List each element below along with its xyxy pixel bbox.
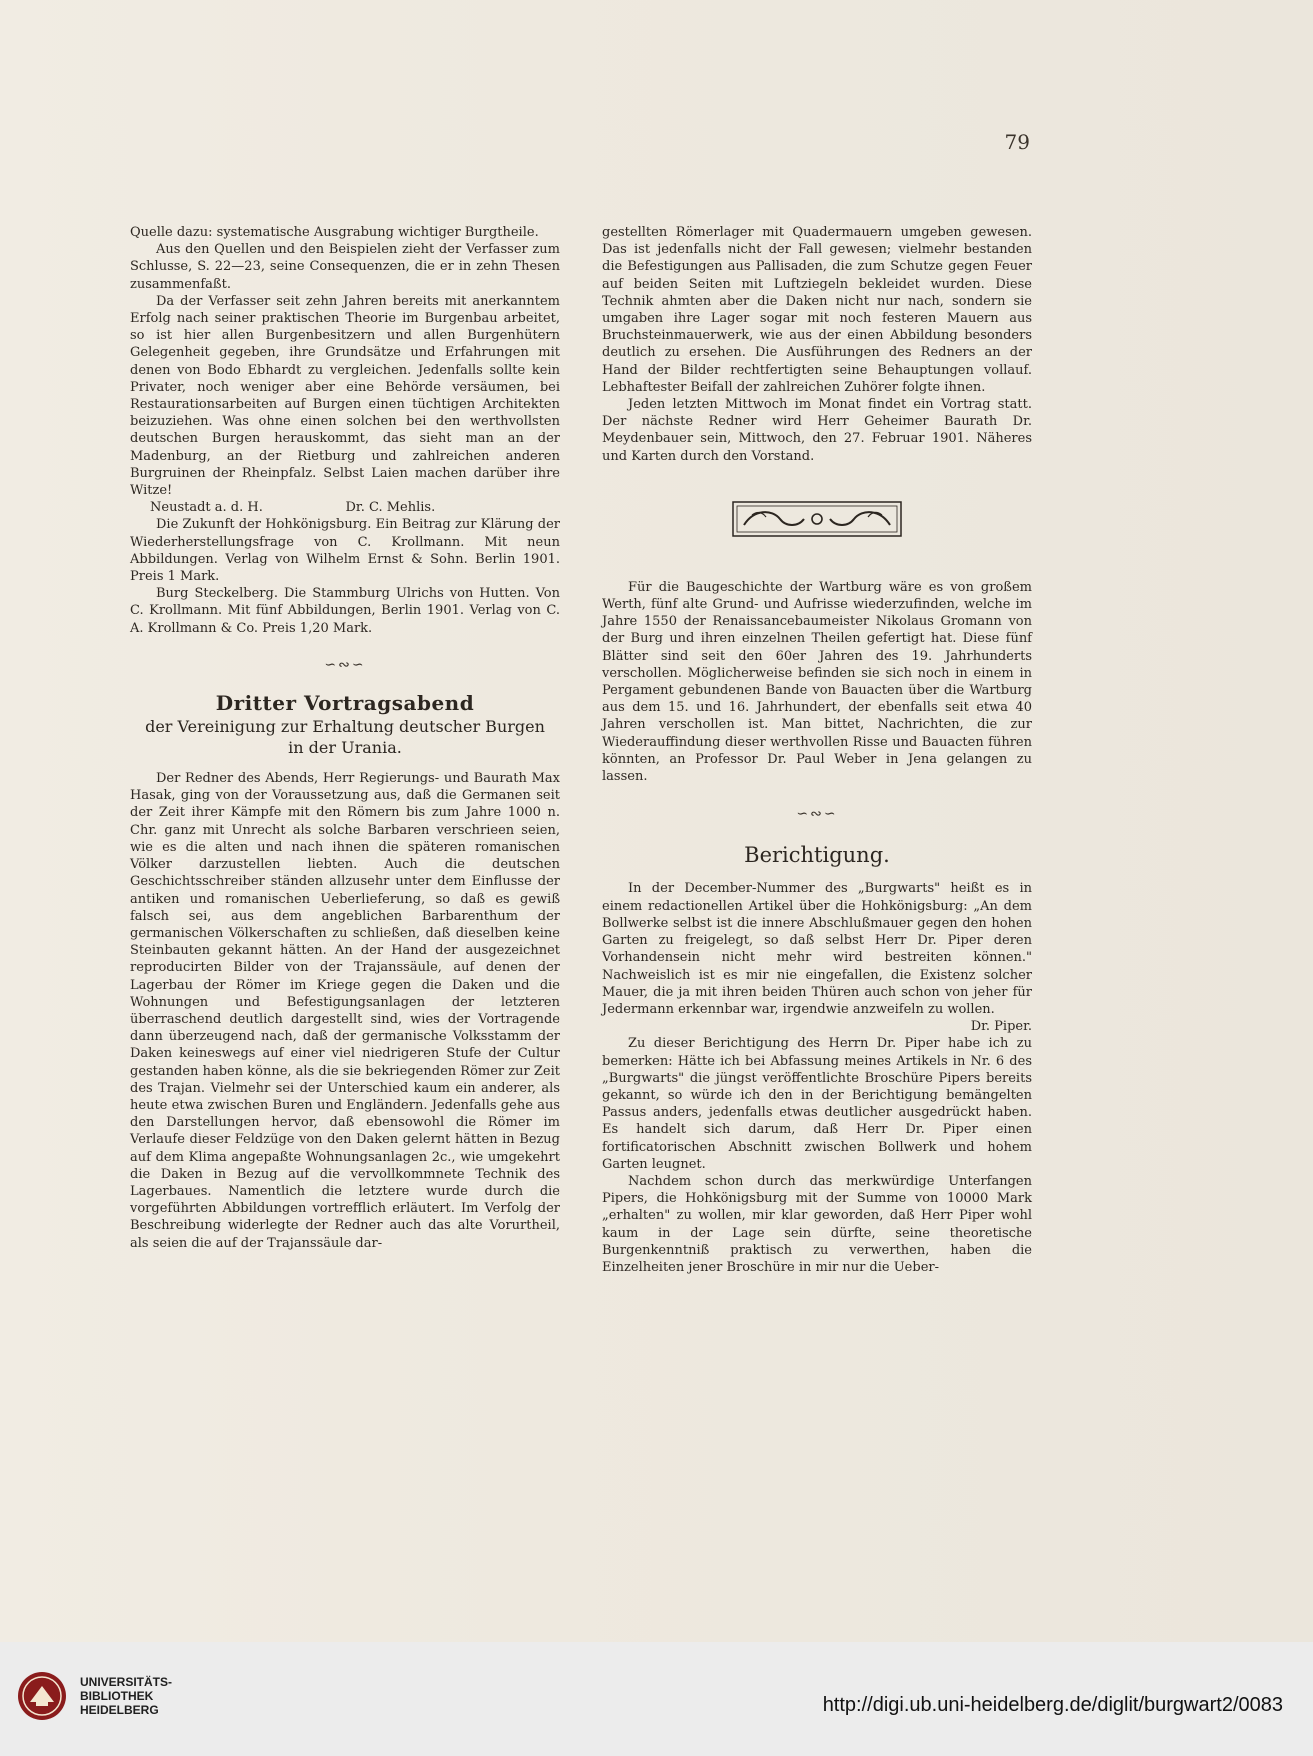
library-logo[interactable] bbox=[16, 1670, 172, 1722]
left-column bbox=[130, 224, 560, 1252]
ornament-glyph: ∽∾∽ bbox=[324, 657, 366, 674]
library-name bbox=[80, 1675, 172, 1717]
section-subtitle bbox=[130, 716, 560, 758]
library-name-line: UNIVERSITÄTS- bbox=[80, 1675, 173, 1689]
section-title: Dritter Vortragsabend bbox=[215, 690, 475, 715]
section-subtitle-line: der Vereinigung zur Erhaltung deutscher Burgen bbox=[145, 717, 545, 737]
page-number: 79 bbox=[1004, 130, 1030, 154]
university-seal-icon bbox=[16, 1670, 68, 1722]
vignette-ornament-icon bbox=[732, 501, 902, 537]
paragraph: Für die Baugeschichte der Wartburg wäre es von großem Werth, fünf alte Grund- und Aufrisse wiederzufinden, welche im Jahre 1550 der Renaissancebaumeister Nikolaus Gromann von der Burg und ihren einzelnen Theilen gefertigt hat. Diese fünf Blätter sind seit den 60er Jahren des 19. Jahrhunderts verschollen. Möglicherweise befinden sie sich noch in einem in Pergament gebundenen Bande von Bauacten über die Wartburg aus dem 15. und 16. Jahrhundert, der ebenfalls seit etwa 40 Jahren verschollen ist. Man bittet, Nachrichten, die zur Wiederauffindung dieser werthvollen Risse und Bauacten führen könnten, an Professor Dr. Paul Weber in Jena gelangen zu lassen. bbox=[602, 579, 1032, 785]
paragraph: Jeden letzten Mittwoch im Monat findet ein Vortrag statt. Der nächste Redner wird Herr Geheimer Baurath Dr. Meydenbauer sein, Mittwoch, den 27. Februar 1901. Näheres und Karten durch den Vorstand. bbox=[602, 397, 1032, 464]
paragraph: In der December-Nummer des „Burgwarts" heißt es in einem redactionellen Artikel über die Hohkönigsburg: „An dem Bollwerke selbst ist die innere Abschlußmauer gegen den hohen Garten zu freigelegt, so daß selbst Herr Dr. Piper deren Vorhandensein nicht mehr wird bestreiten können." Nachweislich ist es mir nie eingefallen, die Existenz solcher Mauer, die ja mit ihren beiden Thüren auch schon von jeher für Jedermann erkennbar war, irgendwie anzweifeln zu wollen. bbox=[602, 881, 1032, 1017]
paragraph: Quelle dazu: systematische Ausgrabung wichtiger Burgtheile. bbox=[130, 225, 539, 240]
book-notice: Burg Steckelberg. Die Stammburg Ulrichs von Hutten. Von C. Krollmann. Mit fünf Abbildungen, Berlin 1901. Verlag von C. A. Krollmann & Co. Preis 1,20 Mark. bbox=[130, 586, 560, 636]
divider-ornament bbox=[130, 651, 560, 681]
paragraph: Da der Verfasser seit zehn Jahren bereits mit anerkanntem Erfolg nach seiner praktischen Theorie im Burgenbau arbeitet, so ist hier allen Burgenbesitzern und allen Burgenhütern Gelegenheit gegeben, ihre Grundsätze und Erfahrungen mit denen von Bodo Ebhardt zu vergleichen. Jedenfalls sollte kein Privater, noch weniger aber eine Behörde versäumen, bei Restaurationsarbeiten auf Burgen einen tüchtigen Architekten beizuziehen. Was ohne einen solchen bei den werthvollsten deutschen Burgen herauskommt, das sieht man an der Madenburg, an der Rietburg und zahlreichen anderen Burgruinen der Rheinpfalz. Selbst Laien machen darüber ihre Witze! bbox=[130, 293, 560, 499]
vignette-ornament bbox=[602, 501, 1032, 537]
ornament-glyph: ∽∾∽ bbox=[796, 805, 838, 822]
paragraph: Nachdem schon durch das merkwürdige Unterfangen Pipers, die Hohkönigsburg mit der Summe von 10000 Mark „erhalten" zu wollen, mir klar geworden, daß Herr Piper wohl kaum in der Lage sein dürfte, seine theoretische Burgenkenntniß praktisch zu verwerthen, haben die Einzelheiten jener Broschüre in mir nur die Ueber- bbox=[602, 1173, 1032, 1275]
book-notice: Die Zukunft der Hohkönigsburg. Ein Beitrag zur Klärung der Wiederherstellungsfrage von C. Krollmann. Mit neun Abbildungen. Verlag von Wilhelm Ernst & Sohn. Berlin 1901. Preis 1 Mark. bbox=[130, 517, 560, 585]
footer-bar bbox=[0, 1642, 1313, 1756]
paragraph: Aus den Quellen und den Beispielen zieht der Verfasser zum Schlusse, S. 22—23, seine Consequenzen, die er in zehn Thesen zusammenfaßt. bbox=[130, 242, 560, 292]
source-url[interactable]: http://digi.ub.uni-heidelberg.de/diglit/burgwart2/0083 bbox=[822, 1694, 1283, 1716]
divider-ornament bbox=[602, 799, 1032, 829]
correction-title: Berichtigung. bbox=[744, 843, 890, 868]
signature: Dr. Piper. bbox=[970, 1019, 1032, 1035]
library-name-line: HEIDELBERG bbox=[80, 1703, 159, 1717]
paragraph: gestellten Römerlager mit Quadermauern umgeben gewesen. Das ist jedenfalls nicht der Fall gewesen; vielmehr bestanden die Befestigungen aus Pallisaden, die zum Schutze gegen Feuer auf beiden Seiten mit Luftziegeln bekleidet wurden. Diese Technik ahmten aber die Daken nicht nur nach, sondern sie umgaben ihre Lager sogar mit noch festeren Mauern aus Bruchsteinmauerwerk, wie aus der einen Abbildung besonders deutlich zu ersehen. Die Ausführungen des Redners an der Hand der Bilder rechtfertigten seine Behauptungen vollauf. Lebhaftester Beifall der zahlreichen Zuhörer folgte ihnen. bbox=[602, 225, 1032, 395]
paragraph: Der Redner des Abends, Herr Regierungs- und Baurath Max Hasak, ging von der Voraussetzung aus, daß die Germanen seit der Zeit ihrer Kämpfe mit den Römern bis zum Jahre 1000 n. Chr. ganz mit Unrecht als solche Barbaren verschrieen seien, wie es die alten und nach ihnen die späteren romanischen Völker darzustellen liebten. Auch die deutschen Geschichtsschreiber ständen allzusehr unter dem Einflusse der antiken und romanischen Ueberlieferung, so daß es gewiß falsch sei, aus dem angeblichen Barbarenthum der germanischen Völkerschaften zu schließen, daß dieselben keine Steinbauten gekannt hätten. An der Hand der ausgezeichnet reproducirten Bilder von der Trajanssäule, auf denen der Lagerbau der Römer im Kriege gegen die Daken und die Wohnungen und Befestigungsanlagen der letzteren überraschend deutlich dargestellt sind, wies der Vortragende dann überzeugend nach, daß der germanische Volksstamm der Daken keineswegs auf einer viel niedrigeren Stufe der Cultur gestanden haben könne, als die sie bekriegenden Römer zur Zeit des Trajan. Vielmehr sei der Unterschied kaum ein anderer, als heute etwa zwischen Buren und Engländern. Jedenfalls gehe aus den Darstellungen hervor, daß ebensowohl die Römer im Verlaufe dieser Feldzüge von den Daken gelernt hätten in Bezug auf dem Klima angepaßte Wohnungsanlagen 2c., wie umgekehrt die Daken in Bezug auf die vervollkommnete Technik des Lagerbaues. Namentlich die letztere wurde durch die vorgeführten Abbildungen vortrefflich erläutert. Im Verfolg der Beschreibung widerlegte der Redner auch das alte Vorurtheil, als seien die auf der Trajanssäule dar- bbox=[130, 771, 560, 1251]
paragraph: Zu dieser Berichtigung des Herrn Dr. Piper habe ich zu bemerken: Hätte ich bei Abfassung meines Artikels in Nr. 6 des „Burgwarts" die jüngst veröffentlichte Broschüre Pipers bereits gekannt, so würde ich den in der Berichtigung bemängelten Passus anders, jedenfalls etwas deutlicher ausgedrückt haben. Es handelt sich darum, daß Herr Dr. Piper einen fortificatorischen Abschnitt zwischen Bollwerk und hohem Garten leugnet. bbox=[602, 1036, 1032, 1172]
signature: Neustadt a. d. H. Dr. C. Mehlis. bbox=[150, 500, 436, 516]
right-column bbox=[602, 224, 1032, 1276]
section-subtitle-line: in der Urania. bbox=[288, 738, 402, 758]
library-name-line: BIBLIOTHEK bbox=[80, 1689, 154, 1703]
